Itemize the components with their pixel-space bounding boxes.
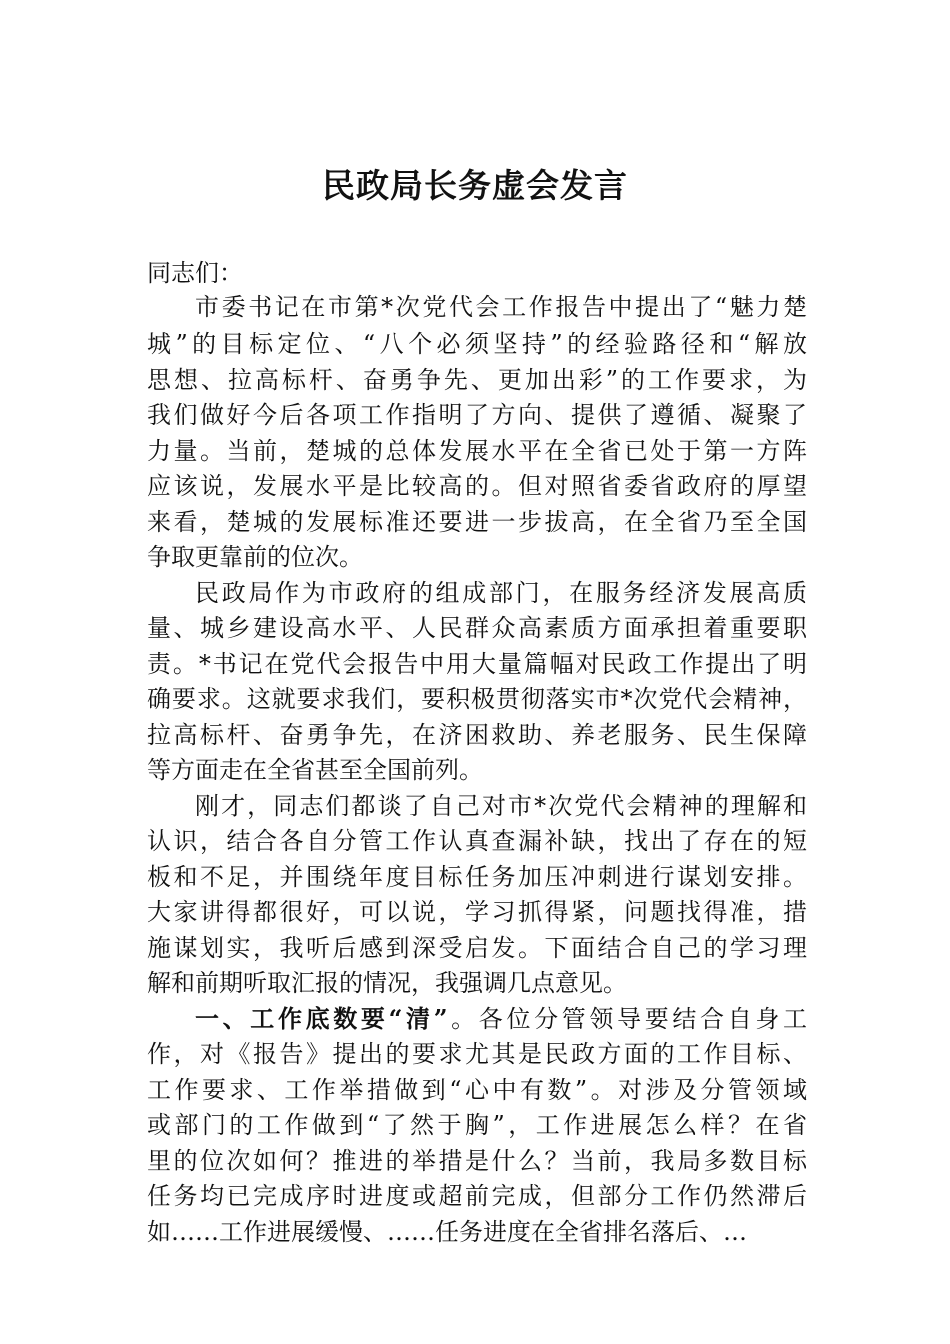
paragraph-2-line: 责。*书记在党代会报告中用大量篇幅对民政工作提出了明 [147,650,807,678]
paragraph-2-line: 拉高标杆、奋勇争先，在济困救助、养老服务、民生保障 [147,721,807,749]
paragraph-4-line: 或部门的工作做到“了然于胸”，工作进展怎么样？在省 [147,1111,807,1139]
paragraph-1-line: 市委书记在市第*次党代会工作报告中提出了“魅力楚 [195,293,807,321]
paragraph-4-line: 作，对《报告》提出的要求尤其是民政方面的工作目标、 [147,1040,807,1068]
paragraph-3-line: 刚才，同志们都谈了自己对市*次党代会精神的理解和 [195,792,807,820]
paragraph-3-line: 认识，结合各自分管工作认真查漏补缺，找出了存在的短 [147,827,807,855]
paragraph-1-line: 我们做好今后各项工作指明了方向、提供了遵循、凝聚了 [147,401,807,429]
paragraph-3-line: 解和前期听取汇报的情况，我强调几点意见。 [147,969,627,997]
paragraph-3-line: 施谋划实，我听后感到深受启发。下面结合自己的学习理 [147,934,807,962]
paragraph-4-line-rest: 。各位分管领导要结合自身工 [447,1005,808,1033]
section-heading: 一、工作底数要“清” [195,1004,448,1033]
salutation: 同志们： [147,259,243,287]
paragraph-3-line: 板和不足，并围绕年度目标任务加压冲刺进行谋划安排。 [147,863,807,891]
paragraph-1-line: 争取更靠前的位次。 [147,543,363,571]
paragraph-2-line: 等方面走在全省甚至全国前列。 [147,756,483,784]
paragraph-4-line: 如……工作进展缓慢、……任务进度在全省排名落后、… [147,1218,747,1246]
paragraph-1-line: 应该说，发展水平是比较高的。但对照省委省政府的厚望 [147,472,807,500]
paragraph-2-line: 民政局作为市政府的组成部门，在服务经济发展高质 [195,579,807,607]
paragraph-4-line: 里的位次如何？推进的举措是什么？当前，我局多数目标 [147,1147,807,1175]
paragraph-3-line: 大家讲得都很好，可以说，学习抓得紧，问题找得准，措 [147,898,807,926]
paragraph-1-line: 思想、拉高标杆、奋勇争先、更加出彩”的工作要求，为 [147,366,807,394]
paragraph-2-line: 量、城乡建设高水平、人民群众高素质方面承担着重要职 [147,614,807,642]
paragraph-2-line: 确要求。这就要求我们，要积极贯彻落实市*次党代会精神， [147,685,807,713]
document-title: 民政局长务虚会发言 [322,166,628,205]
paragraph-4-line: 任务均已完成序时进度或超前完成，但部分工作仍然滞后 [147,1182,807,1210]
paragraph-1-line: 来看，楚城的发展标准还要进一步拔高，在全省乃至全国 [147,508,807,536]
paragraph-1-line: 城”的目标定位、“八个必须坚持”的经验路径和“解放 [147,330,807,358]
paragraph-4-line: 工作要求、工作举措做到“心中有数”。对涉及分管领域 [147,1076,807,1104]
paragraph-1-line: 力量。当前，楚城的总体发展水平在全省已处于第一方阵 [147,437,807,465]
paragraph-4-first-line [195,1002,807,1036]
